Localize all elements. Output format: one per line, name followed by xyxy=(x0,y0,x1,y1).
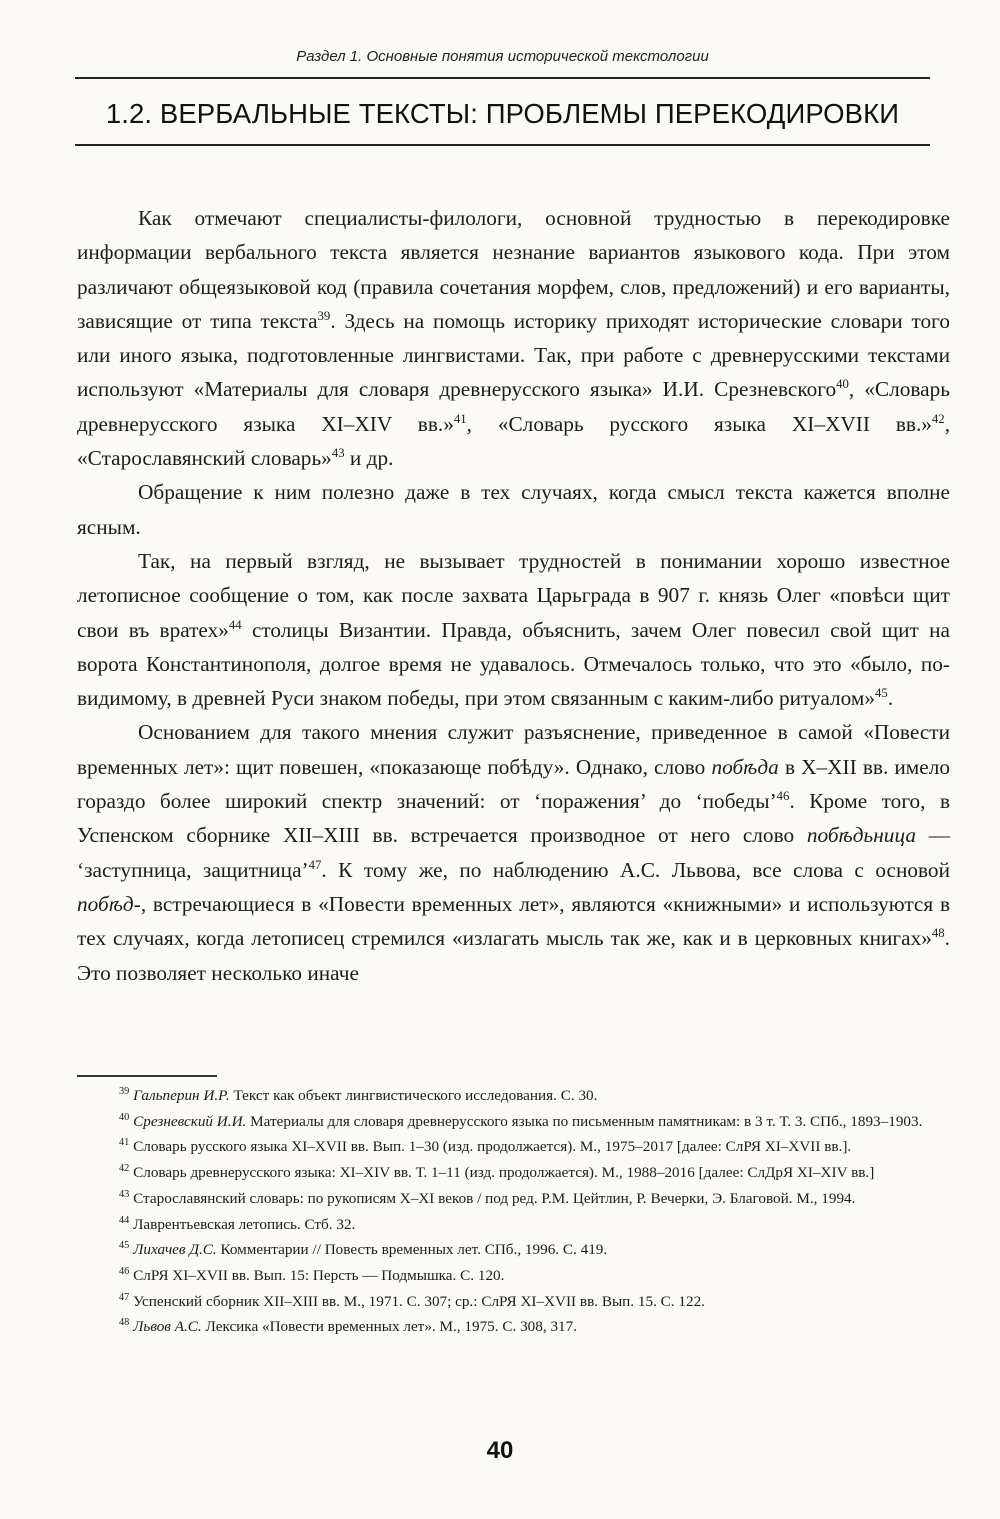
footnote xyxy=(77,1263,950,1289)
text-segment: в X–XII вв. имело гораздо более широкий спектр значений: от ‘поражения’ до ‘победы’ xyxy=(77,754,951,814)
text-segment: , встречающиеся в «Повести временных лет», являются «книжными» и используются в тех случаях, когда летописец стремился «излагать мысль так же, как и в церковных книгах» xyxy=(77,891,950,951)
footnote-ref-40: 40 xyxy=(836,377,849,392)
footnote-ref-46: 46 xyxy=(776,788,790,803)
text-segment: — ‘заступница, защитница’ xyxy=(77,823,950,882)
footnote-ref-41: 41 xyxy=(453,411,467,426)
footnote xyxy=(77,1212,950,1238)
page-number: 40 xyxy=(486,1437,514,1464)
footnote-ref-42: 42 xyxy=(931,411,945,426)
title-rule xyxy=(75,144,930,146)
italic-term: побѣд- xyxy=(77,891,141,916)
footnote xyxy=(77,1186,950,1212)
italic-term: побѣдьница xyxy=(806,823,916,848)
footnotes xyxy=(77,1083,950,1340)
footnote-separator xyxy=(77,1075,217,1077)
footnote-author: Лихачев Д.С. xyxy=(133,1241,217,1259)
text-segment: , «Словарь древнерусского языка XI–XIV вв.» xyxy=(77,377,950,436)
header-rule xyxy=(75,77,930,79)
paragraph-2: Обращение к ним полезно даже в тех случаях, когда смысл текста кажется вполне ясным. xyxy=(77,480,950,539)
footnote-ref-45: 45 xyxy=(875,686,888,701)
text-segment: . Здесь на помощь историку приходят исторические словари того или иного языка, подготовленные лингвистами. Так, при работе с древнерусскими текстами используют «Материалы для словаря древнерусского языка» И.И. Срезневского xyxy=(77,308,950,402)
footnote-number: 46 xyxy=(119,1265,130,1277)
text-segment: . xyxy=(887,686,894,711)
footnote-text: Лаврентьевская летопись. Стб. 32. xyxy=(133,1215,356,1233)
text-segment: Так, на первый взгляд, не вызывает трудностей в понимании хорошо известное летописное сообщение о том, как после захвата Царьграда в 907 г. князь Олег «повѣси щит свои въ вратех» xyxy=(77,548,950,642)
text-segment: . Кроме того, в Успенском сборнике XII–XIII вв. встречается производное от него слово xyxy=(77,789,950,848)
chapter-title: 1.2. ВЕРБАЛЬНЫЕ ТЕКСТЫ: ПРОБЛЕМЫ ПЕРЕКОДИРОВКИ xyxy=(105,98,900,129)
footnote-text: Словарь русского языка XI–XVII вв. Вып. 1–30 (изд. продолжается). М., 1975–2017 [далее: СлРЯ XI–XVII вв.]. xyxy=(133,1138,852,1156)
footnote xyxy=(77,1083,950,1109)
footnote-number: 43 xyxy=(119,1188,130,1200)
footnote xyxy=(77,1237,950,1263)
footnote xyxy=(77,1109,950,1135)
footnote-number: 48 xyxy=(119,1317,130,1329)
footnote-ref-48: 48 xyxy=(931,926,945,941)
footnote-text: Успенский сборник XII–XIII вв. М., 1971. С. 307; ср.: СлРЯ XI–XVII вв. Вып. 15. С. 122. xyxy=(133,1292,705,1310)
paragraph-1 xyxy=(77,201,950,475)
footnote-number: 41 xyxy=(119,1137,130,1149)
footnote-number: 44 xyxy=(119,1214,130,1226)
text-segment: столицы Византии. Правда, объяснить, зачем Олег повесил свой щит на ворота Константинополя, долгое время не удавалось. Отмечалось только, что это «было, по-видимому, в древней Руси знаком победы, при этом связанным с каким-либо ритуалом» xyxy=(77,617,950,711)
body-text xyxy=(77,201,950,990)
footnote-number: 47 xyxy=(119,1291,130,1303)
footnote-text: СлРЯ XI–XVII вв. Вып. 15: Персть — Подмышка. С. 120. xyxy=(133,1266,505,1284)
footnote-number: 40 xyxy=(119,1111,130,1123)
paragraph-4 xyxy=(77,715,950,989)
text-segment: , «Старославянский словарь» xyxy=(77,411,951,471)
running-head: Раздел 1. Основные понятия исторической текстологии xyxy=(296,48,709,65)
footnote-author: Срезневский И.И. xyxy=(133,1112,247,1130)
footnote-ref-43: 43 xyxy=(331,445,345,460)
footnote-number: 42 xyxy=(119,1163,130,1175)
text-segment: , «Словарь русского языка XI–XVII вв.» xyxy=(466,411,932,436)
italic-term: побѣда xyxy=(711,754,779,779)
text-segment: . К тому же, по наблюдению А.С. Львова, все слова с основой xyxy=(321,857,950,882)
text-segment: Основанием для такого мнения служит разъяснение, приведенное в самой «Повести временных лет»: щит повешен, «показающе побѣду». Однако, слово xyxy=(77,720,950,779)
footnote xyxy=(77,1289,950,1315)
paragraph-3 xyxy=(77,544,950,715)
footnote-number: 39 xyxy=(119,1085,130,1097)
footnote-text: Словарь древнерусского языка: XI–XIV вв. Т. 1–11 (изд. продолжается). М., 1988–2016 [далее: СлДрЯ XI–XIV вв.] xyxy=(133,1164,875,1182)
footnote-ref-47: 47 xyxy=(308,857,322,872)
footnote-number: 45 xyxy=(119,1240,130,1252)
footnote-author: Львов А.С. xyxy=(133,1318,202,1336)
footnote-text: Комментарии // Повесть временных лет. СПб., 1996. С. 419. xyxy=(216,1241,608,1259)
footnote-ref-44: 44 xyxy=(228,617,242,632)
text-segment: . Это позволяет несколько иначе xyxy=(77,926,950,985)
footnote-text: Материалы для словаря древнерусского языка по письменным памятникам: в 3 т. Т. 3. СПб., 1893–1903. xyxy=(246,1112,923,1130)
text-segment: и др. xyxy=(344,446,394,471)
footnote xyxy=(77,1134,950,1160)
text-segment: Как отмечают специалисты-филологи, основной трудностью в перекодировке информации вербального текста является незнание вариантов языкового кода. При этом различают общеязыковой код (правила сочетания морфем, слов, предложений) и его варианты, зависящие от типа текста xyxy=(77,206,950,333)
footnote xyxy=(77,1160,950,1186)
footnote-ref-39: 39 xyxy=(317,308,331,323)
footnote-text: Текст как объект лингвистического исследования. С. 30. xyxy=(229,1087,598,1104)
footnote-author: Гальперин И.Р. xyxy=(133,1087,230,1104)
footnote xyxy=(77,1314,950,1340)
footnote-text: Старославянский словарь: по рукописям X–XI веков / под ред. Р.М. Цейтлин, Р. Вечерки, Э. Благовой. М., 1994. xyxy=(133,1189,856,1207)
footnote-text: Лексика «Повести временных лет». М., 1975. С. 308, 317. xyxy=(201,1318,578,1336)
